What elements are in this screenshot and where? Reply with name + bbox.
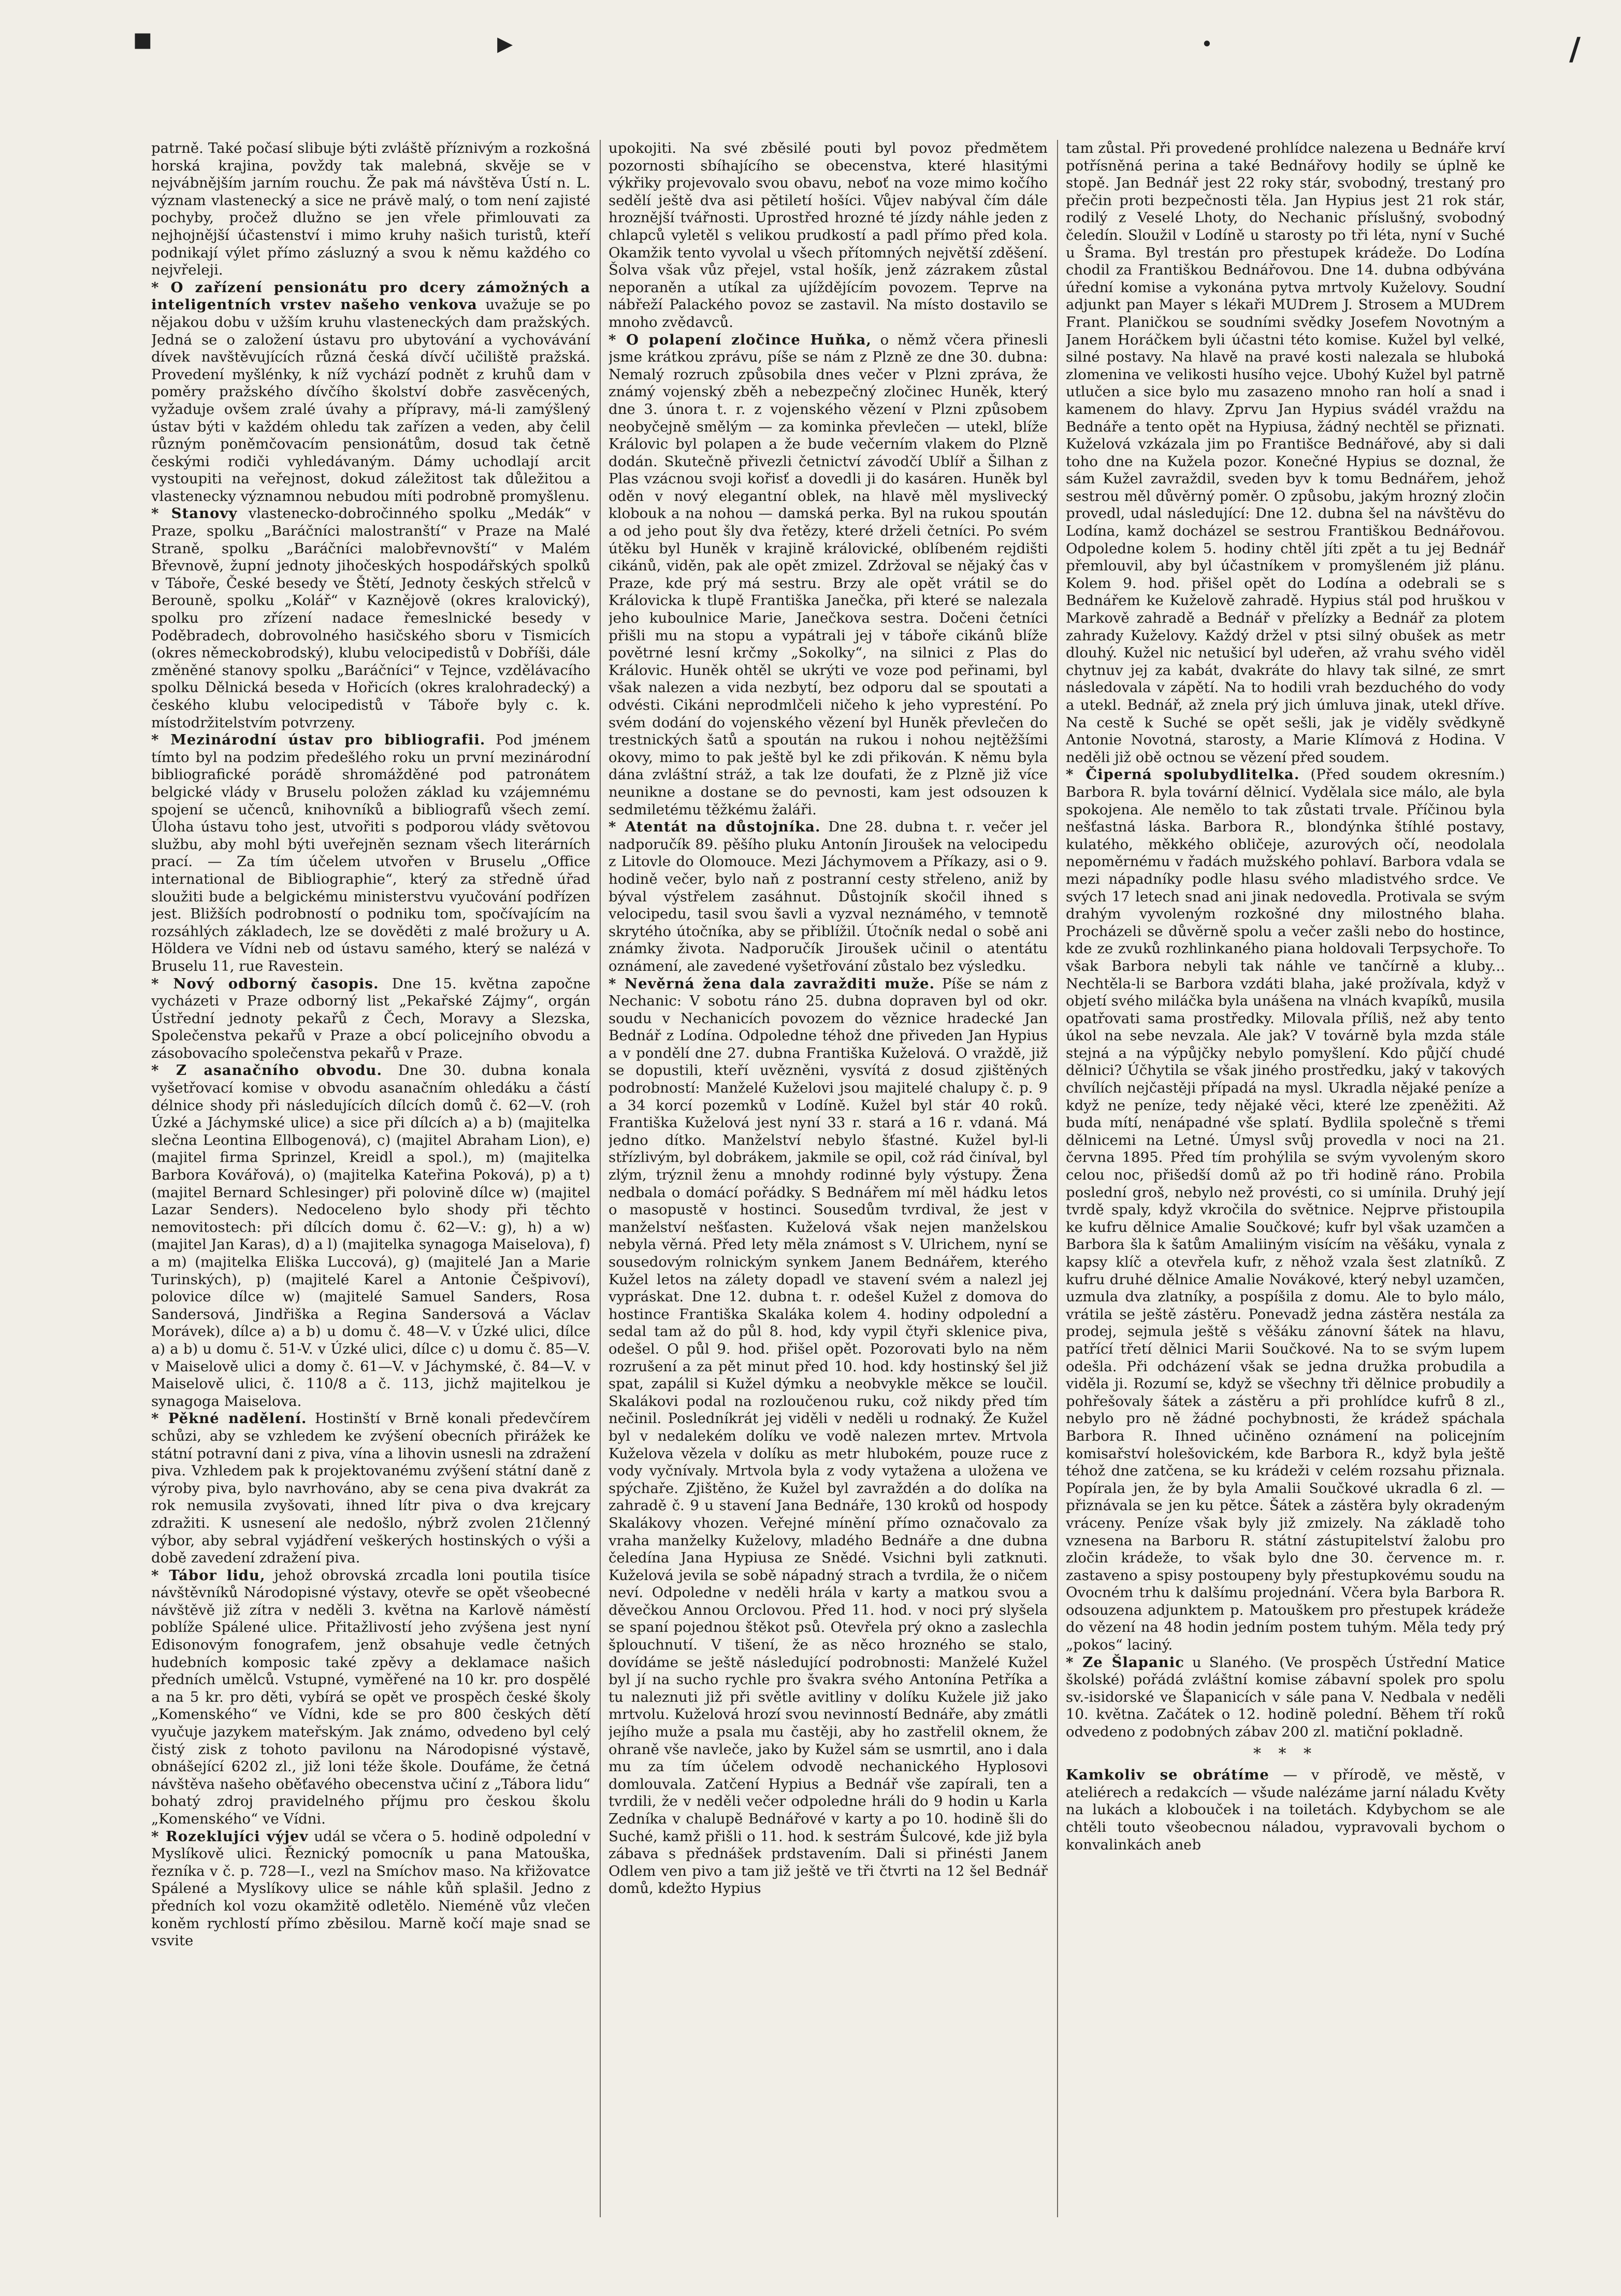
article-paragraph <box>1066 140 1505 766</box>
article-body: Píše se nám z Nechanic: V sobotu ráno 25. dubna dopraven byl od okr. soudu v Nechanicích povozem do věznice hradecké Jan Bednář z Lodína. Odpoledne téhož dne přiveden Jan Hypius a v pondělí dne 27. dubna Františka Kuželová. O vraždě, již se dopustili, kteří uvězněni, vysvítá z dosud zjištěných podrobností: Manželé Kuželovi jsou majitelé chalupy č. p. 9 a 34 korcí pozemků v Lodíně. Kužel byl stár 40 roků. Františka Kuželová jest nyní 33 r. stará a 16 r. vdaná. Má jedno dítko. Manželství nebylo šťastné. Kužel byl-li střízlivým, byl dobrákem, jakmile se opil, což rád činíval, byl zlým, trýznil ženu a mnohdy rodinné byly výstupy. Žena nedbala o domácí pořádky. S Bednářem mí měl hádku letos o masopustě v hostinci. Sousedům tvrdival, že jest v manželství nešťasten. Kuželová však nejen manželskou nebyla věrná. Před lety měla známost s V. Ulrichem, nyní se sousedovým rolnickým synkem Janem Bednářem, kterého Kužel letos na zálety dopadl ve stavení svém a nalezl jej vypráskat. Dne 12. dubna t. r. odešel Kužel z domova do hostince Františka Skalákа kolem 4. hodiny odpolední a sedal tam až do půl 8. hod, kdy vypil čtyři sklenice piva, odešel. O půl 9. hod. přišel opět. Pozorovati bylo na něm rozrušení a za pět minut před 10. hod. kdy hostinský šel již spat, zapálil si Kužel dýmku a neobvykle měkce se loučil. Skalákovi podal na rozloučenou ruku, což nikdy před tím nečinil. Posledníkrát jej viděli v neděli u rodnaký. Že Kužel byl v nedalekém dolíku ve vodě nalezen mrtev. Mrtvola Kuželova vězela v dolíku as metr hlubokém, pouze ruce z vody vyčnívaly. Mrtvola byla z vody vytažena a uložena ve spýchaře. Zjištěno, že Kužel byl zavraždén a do dolíka na zahradě č. 9 u stavení Jana Bednáře, 130 kroků od hospody Skalákovy vhozen. Veřejné mínění přímo označovalo za vraha manželky Kuželovy, mladého Bednáře a dne dubna čeledína Jana Hypiusa ze Snědé. Vsichni byli zatknuti. Kuželová jevila se sobě nápadný strach a tvrdila, že o ničem neví. Odpoledne v neděli hrála v karty a matkou svou a děvečkou Annou Orclovou. Před 11. hod. v noci prý slyšela se spaní pojednou štěkot psů. Otevřela prý okno a zaslechla šplouchnutí. V tišení, že as něco hrozného se stalo, dovídáme se ještě následující podrobnosti: Manželé Kužel byl jí na sucho rychle pro švakra svého Antonína Petříka a tu naleznuti již při světle avitliny v dolíku Kužele již jako mrtvolu. Kuželová hrozí svou nevinností Bednáře, aby zmátli jejího muže a psala mu častěji, aby ho zastřelil oknem, že ohraně vše navleče, jako by Kužel sám se usmrtil, ano i dala mu za tím účelem odvodě nechanického Hyplosovi domlouvala. Zatčení Hypius a Bednář vše zapírali, ten a tvrdili, že v neděli večer odpoledne hráli do 9 hodin u Karla Zedníka v chalupě Bednářové v karty a po 10. hodině šli do Suché, kamž přišli o 11. hod. k sestrám Šulcové, kde již byla zábava s přednášek prdstavením. Dali si přinésti Janem Odlem ven pivo a tam již ještě ve tři čtvrti na 12 šel Bednář domů, kdežto Hypius <box>609 975 1048 1897</box>
article-headline: * Atentát na důstojníka. <box>609 819 821 836</box>
article-paragraph <box>1066 766 1505 1654</box>
article-paragraph <box>609 819 1048 975</box>
article-paragraph <box>1066 1767 1505 1854</box>
article-paragraph <box>151 505 590 731</box>
scan-mark-2: ▸ <box>497 25 513 61</box>
article-headline: * Stanovy <box>151 505 238 522</box>
article-body: uvažuje se po nějakou dobu v užším kruhu vlasteneckých dam pražských. Jedná se o založení ústavu pro ubytování a vychovávání dívek navštěvujících různá česká dívčí učiliště pražská. Provedení myšlénky, k níž vychází podnět z kruhů dam v poměry pražského dívčího školství dobře zasvěcených, vyžaduje ovšem zralé úvahy a přípravy, má-li zamýšlený ústav býti v každém ohledu tak zařízen a veden, aby čelil různým poněmčovacím pensionátům, dosud tak četně českými rodiči vyhledávaným. Dámy uchodlají arcit vystoupiti na veřejnost, dokud záležitost tak důležitou a vlastenecky významnou nebudou míti podrobně promyšlenu. <box>151 296 590 505</box>
article-headline: * O zařízení pensionátu pro dcery zámožných a inteligentních vrstev našeho venkova <box>151 279 590 313</box>
article-headline: * Nový odborný časopis. <box>151 975 379 992</box>
article-headline: * Čiperná spolubydlitelka. <box>1066 766 1300 783</box>
article-paragraph <box>151 279 590 506</box>
article-body: jehož obrovská zrcadla loni poutila tisíce návštěvníků Národopisné výstavy, otevře se opět všeobecné návštěvě již zítra v neděli 3. května na Karlově náměstí poblíže Spálené ulice. Přitažlivostí jeho zvýšena jest nyní Edisonovým fonografem, jenž obsahuje vedle četných hudebních komposic také zpěvy a deklamace našich předních umělců. Vstupné, vyměřené na 10 kr. pro dospělé a na 5 kr. pro děti, vybírá se opět ve prospěch české školy „Komenského“ ve Vídni, kde se pro 800 českých dětí vyučuje jazykem mateřským. Jak známo, odvedeno byl celý čistý zisk z tohoto pavilonu na Národopisné výstavě, obnášející 6202 zl., již loni téže škole. Doufáme, že četná návštěva našeho oběťavého obecenstva učiní z „Tábora lidu“ bohatý zdroj pravidelného příjmu pro českou školu „Komenského“ ve Vídni. <box>151 1567 590 1827</box>
scan-mark-3: · <box>1202 26 1212 62</box>
article-paragraph <box>151 731 590 975</box>
article-body: upokojiti. Na své zběsilé pouti byl povoz předmětem pozornosti sbíhajícího se obecenstva, které hlasitými výkřiky projevovalo svou obavu, neboť na voze mimo kočího sedělí ještě dva asi pětiletí hošíci. Vůjev nabýval čím dále hroznější tvářnosti. Uprostřed hrozné té jízdy náhle jeden z chlapců vyletěl s velikou prudkostí a padl přímo před kola. Okamžik tento vyvolal u všech přítomných největší zděšení. Šolva však vůz přejel, vstal hošík, jenž zázrakem zůstal neporaněn a utíkal za ujíždějícím povozem. Teprve na nábřeží Palackého povoz se zastavil. Na místo dostavilo se mnoho zvědavců. <box>609 140 1048 331</box>
article-paragraph <box>151 975 590 1063</box>
newspaper-page <box>151 140 1513 2222</box>
article-body: Pod jménem tímto byl na podzim předešlého roku un první mezinárodní bibliografické porádě shromážděné pod patronátem belgické vlády v Bruselu položen základ ku vzájemnému spojení se učenců, knihovníků a bibliografů všech zemí. Úloha ústavu toho jest, utvořiti s podporou vlády světovou službu, aby mohl býti uveřejněn seznam všech literárních prací. — Za tím účelem utvořen v Bruselu „Office international de Bibliographie“, který za středně úřad sloužiti bude a belgickému ministerstvu vyučování podřízen jest. Bližších podrobností o podniku tom, spočívajícím na rozsáhlých základech, lze se dověděti z malé brožury u A. Höldera ve Vídni neb od ústavu samého, který se nalézá v Bruselu 11, rue Ravestein. <box>151 731 590 974</box>
article-headline: * Tábor lidu, <box>151 1567 266 1584</box>
article-headline: * O polapení zločince Huňka, <box>609 331 872 348</box>
article-paragraph <box>151 1567 590 1828</box>
article-body: Hostinští v Brně konali předevčírem schůzi, aby se vzhledem ke zvýšení obecních přirážek ke státní potravní dani z piva, vína a lihovin usnesli na zdražení piva. Vzhledem pak k projektovanému zvýšení státní daně z výroby piva, bylo navrhováno, aby se cena piva dvakrát za rok nemusila zvyšovati, ihned lítr piva o dva krejcary zdražiti. K usnesení ale nedošlo, nýbrž zvolen 21členný výbor, aby sebral vyjádření veškerých hostinských o výši a době zavedení zdražení piva. <box>151 1410 590 1567</box>
article-paragraph <box>609 975 1048 1898</box>
article-body: u Slaného. (Ve prospěch Ústřední Matice školské) pořádá zvláštní komise zábavní spolek pro spolu sv.-isidorské ve Šlapanicích v sále pana V. Nedbala v neděli 10. května. Začátek o 12. hodině polední. Během tří roků odvedeno z podobných zábav 200 zl. matiční pokladně. <box>1066 1654 1505 1741</box>
article-paragraph <box>151 1828 590 1950</box>
column-1 <box>151 140 590 2222</box>
article-headline: * Mezinárodní ústav pro bibliografii. <box>151 731 486 749</box>
scan-edge-marks <box>0 21 1621 67</box>
article-paragraph <box>151 1062 590 1410</box>
article-headline: * Ze Šlapanic <box>1066 1654 1184 1671</box>
article-body: vlastenecko-dobročinného spolku „Medák“ v Praze, spolku „Baráčníci malostranští“ v Praze na Malé Straně, spolku „Baráčníci malobřevnovští“ v Malém Břevnově, župní jednoty jihočeských hospodářských spolků v Táboře, České besedy ve Štětí, Jednoty českých střelců v Berouně, spolku „Kolář“ v Kaznějově (okres kralovický), spolku pro zřízení nadace řemeslnické besedy v Poděbradech, dobrovolného hasičského sboru v Tismicích (okres německobrodský), klubu velocipedistů v Dobříši, dále změněné stanovy spolku „Baráčníci“ v Tejnce, vzdělávacího spolku Dělnická beseda v Hořicích (okres kralohradecký) a českého klubu velocipedistů v Táboře byly c. k. místodržitelstvím potvrzeny. <box>151 505 590 731</box>
article-body: Dne 15. května započne vycházeti v Praze odborný list „Pekařské Zájmy“, orgán Ústřední jednoty pekařů z Čech, Moravy a Slezska, Společenstva pekařů v Praze a obcí policejního obvodu a zásobovacího společenstva pekařů v Praze. <box>151 975 590 1061</box>
section-divider: * * * <box>1253 1744 1318 1763</box>
scan-mark-1: ▪ <box>132 21 153 57</box>
scan-mark-4: / <box>1569 31 1581 67</box>
article-paragraph <box>609 140 1048 332</box>
article-headline: * Z asanačního obvodu. <box>151 1062 383 1079</box>
article-paragraph <box>151 1410 590 1567</box>
column-3 <box>1066 140 1505 2222</box>
article-headline: * Rozeklujíci výjev <box>151 1828 309 1845</box>
article-body: Dne 30. dubna konala vyšetřovací komise v obvodu asanačním ohledáku a částí délnice shody při následujících dílcích domů č. 62—V. (roh Úzké a Jáchymské ulice) a sice při dílcích a) a b) (majitelka slečna Leontina Ellbogenová), c) (majitel Abraham Lion), e) (majitel firma Sprinzel, Kreidl a spol.), m) (majitelka Barbora Kovářová), o) (majitelka Kateřina Poková), p) a t) (majitel Bernard Schlesinger) při polovině dílce w) (majitel Lazar Senders). Nedoceleno bylo shody při těchto nemovitostech: při dílcích domu č. 62—V.: g), h) a w) (majitel Jan Karas), d) a l) (majitelka synagoga Maiselova), f) a m) (majitelka Eliška Luccová), g) (majitelé Jan a Marie Turinských), p) (majitelé Karel a Antonie Češpivoví), polovice dílce w) (majitelé Samuel Sanders, Rosa Sandersová, Jindřiška a Regina Sandersová a Václav Morávek), dílce a) a b) u domu č. 48—V. v Úzké ulici, dílce a) a b) u domu č. 51-V. v Úzké ulici, dílce c) u domu č. 85—V. v Maiselově ulici a domy č. 61—V. v Jáchymské, č. 84—V. v Maiselově ulici, č. 110/8 a č. 113, jichž majitelkou je synagoga Maiselova. <box>151 1062 590 1410</box>
article-paragraph <box>609 332 1048 819</box>
article-body: (Před soudem okresním.) Barbora R. byla tovární dělnicí. Vydělala sice málo, ale byla spokojena. Ale nemělo to tak zůstati trvale. Příčinou byla nešťastná láska. Barbora R., blondýnka štíhlé postavy, kulatého, měkkého obličeje, azurových očí, neodolala nepoměrnému v řadách mužského pohlaví. Barbora vdala se mezi nápadníky podle hlasu svého mladistvého srdce. Ve svých 17 letech snad ani jinak nedovedla. Protivala se svým drahým vyvoleným rozkošné dny milostného blaha. Procházeli se důvěrně spolu a večer zašli nebo do hostince, kde ze zvuků rozhlinkaného piana holdovali Terpsychoře. To však Barbora nebyli tak náhle ve tančírně a kluby... Nechtěla-li se Barbora vzdáti blaha, jaké prožívala, když v objetí svého miláčka byla unášena na vlnách kvapíků, musila opatřovati sama prostředky. Milovala příliš, než aby tento úkol na sebe nevzala. Ale jak? V továrně byla mzda stále stejná a na výpůjčky nebylo pomyšlení. Kdo půjčí chudé dělnici? Účhytila se však jiného prostředku, jaký v takových chvílích nejčastěji případá na mysl. Ukradla nějaké peníze a když ne peníze, tedy nějaké věci, které lze zpeněžiti. Až buda mítí, nenápadné vše splatí. Bydlila společně s třemi dělnicemi na Letné. Úmysl svůj provedla v noci na 21. června 1895. Před tím prohýlila se svým vyvoleným skoro celou noc, přišedší domů až po tři hodině ráno. Probila poslední groš, nebylo než provésti, co si umínila. Druhý její tvrdě spaly, když vkročila do světnice. Nejprve přistoupila ke kufru dělnice Amalie Součkové; kufr byl však uzamčen a Barbora šla k šatům Amaliiným visícím na věšáku, vynala z kapsy klíč a otevřela kufr, z něhož vzala šest zlatníků. Z kufru druhé dělnice Amalie Novákové, který nebyl uzamčen, uzmula dva zlatníky, a pospíšila z domu. Ale to bylo málo, vrátila se ještě zástěru. Ponevadž jedna zástěra nestála za prodej, sejmula ještě s věšáku zánovní šátek na hlavu, patřící třetí dělnici Marii Součkové. Na to se svým lupem odešla. Při odcházení však se jedna družka probudila a viděla ji. Rozumí se, když se všechny tři dělnice probudily a pohřešovaly šátek a zástěru a při prohlídce kufrů 8 zl., nebylo pro ně žádné pochybnosti, že krádež spáchala Barbora R. Ihned učiněno oznámení na policejním komisařství holešovickém, kde Barbora R., když byla ještě téhož dne zatčena, se ku krádeži v celém rozsahu přiznala. Popírala jen, že by byla Amalii Součkové ukradla 6 zl. — přiznávala se jen ku pětce. Šátek a zástěra byly okradeným vráceny. Peníze však byly již zmizely. Na základě toho vznesena na Barboru R. státní zástupitelství žalobu pro zločin krádeže, to však bylo dne 30. července m. r. zastaveno a spisy postoupeny byly přestupkovému soudu na Ovocném trhu k dalšímu projednání. Včera byla Barbora R. odsouzena adjunktem p. Matouškem pro přestupek krádeže do vězení na 48 hodin jedním postem tuhým. Měla tedy prý „pokos“ laciný. <box>1066 766 1505 1654</box>
article-paragraph <box>1066 1654 1505 1741</box>
article-body: — v přírodě, ve městě, v ateliérech a redakcích — všude nalézáme jarní náladu Květy na lukách a klobouček i na toiletách. Kdybychom se ale chtěli touto všeobecnou náladou, vypravovali bychom o konvalinkách aneb <box>1066 1767 1505 1853</box>
article-headline: * Pěkné nadělení. <box>151 1410 307 1427</box>
column-2 <box>609 140 1048 2222</box>
article-paragraph <box>151 140 590 279</box>
article-body: Dne 28. dubna t. r. večer jel nadporučík 89. pěšího pluku Antonín Jiroušek na velocipedu z Litovle do Olomouce. Mezi Jáchymovem a Příkazy, asi o 9. hodině večer, bylo naň z postranní cesty střeleno, aniž by býval výstřelem zasáhnut. Důstojník skočil ihned s velocipedu, tasil svou šavli a vyzval neznámého, v temnotě skrytého útočníka, aby se přiblížil. Útočník nedal o sobě ani známky života. Nadporučík Jiroušek učinil o atentátu oznámení, ale zavedené vyšetřování zůstalo bez výsledku. <box>609 819 1048 974</box>
article-headline: Kamkoliv se obrátíme <box>1066 1767 1269 1784</box>
article-body: o němž včera přinesli jsme krátkou zprávu, píše se nám z Plzně ze dne 30. dubna: Nemalý rozruch způsobila dnes večer v Plzni zpráva, že známý vojenský zběh a nebezpečný zločinec Huněk, který dne 3. února t. r. z vojenského vězení v Plzni způsobem neobyčejně smělým — za kominka převlečen — utekl, blíže Královic byl polapen a že bude večerním vlakem do Plzně dodán. Skutečně přivezli četnictví závodčí Ublíř a Šilhan z Plas vzácnou svoji kořisť a dovedli ji do kasáren. Huněk byl oděn v nový elegantní oblek, na hlavě měl myslivecký klobouk a na nohou — damská perka. Byl na rukou spoután a od jeho pout šly dva řetězy, které drželi četníci. Po svém útěku byl Huněk v krajině královické, oblíbeném rejdišti cikánů, viděn, pak ale opět zmizel. Zdržoval se nějaký čas v Praze, kde prý má sestru. Brzy ale opět vrátil se do Královicka k tlupě Františka Janečka, při které se nalezala jeho kuboulnice Marie, Janečkova sestra. Dočeni četníci přišli mu na stopu a vypátrali jej v táboře cikánů blíže povětrné lesní krčmy „Sokolky“, na silnici z Plas do Královic. Huněk ohtěl se ukrýti ve voze pod peřinami, byl však nalezen a vida nezbytí, bez odporu dal se spoutati a odvésti. Cikáni neprodmlčeli ničeho k jeho vypresténí. Po svém dodání do vojenského vězení byl Huněk převlečen do trestnických šatů a spoután na rukou i nohou nejtěžšími okovy, mimo to pak ještě byl ke zdi přikován. K němu byla dána zvláštní stráž, a tak lze doufati, že z Plzně již více neunikne a dostane se do pevnosti, kam jest odsouzen k sedmiletému těžkému žaláři. <box>609 331 1048 818</box>
article-body: udál se včera o 5. hodině odpolední v Myslíkově ulici. Řeznický pomocník u pana Matouška, řezníka v č. p. 728—I., vezl na Smíchov maso. Na křižovatce Spálené a Myslíkovy ulice se náhle kůň splašil. Jedno z předních kol vozu okamžitě odletělo. Nieméně vůz vlečen koněm rychlostí přímo zběsilou. Marně kočí maje snad se vsvite <box>151 1828 590 1949</box>
article-headline: * Nevěrná žena dala zavražditi muže. <box>609 975 935 992</box>
article-body: patrně. Také počasí slibuje býti zvláště příznivým a rozkošná horská krajina, povždy tak malebná, skvěje se v nejvábnějším jarním rouchu. Že pak má návštěva Ústí n. L. význam vlastenecký a sice ne právě malý, o tom není zajisté pochyby, pročež dlužno se jen vřele přimlouvati za nejhojnější účastenství i mimo kruhy našich turistů, kteří podnikají výlet přímo zásluzný a svou k němu každého co nejvřeleji. <box>151 140 590 279</box>
article-body: tam zůstal. Při provedené prohlídce nalezena u Bednáře krví potřísněná perina a také Bednářovy hodily se úplně ke stopě. Jan Bednář jest 22 roky stár, svobodný, trestaný pro přečin proti bezpečnosti těla. Jan Hypius jest 21 rok stár, rodilý z Veselé Lhoty, do Nechanic příslušný, svobodný čeledín. Sloužil v Lodíně u starosty po tři léta, nyní v Suché u Šrama. Byl trestán pro přestupek krádeže. Do Lodína chodil za Františkou Bednářovou. Dne 14. dubna odbývána úřední komise a vykonána pytva mrtvoly Kuželovy. Soudní adjunkt pan Mayer s lékaři MUDrem J. Strosem a MUDrem Frant. Planičkou se soudními svědky Josefem Novotným a Janem Horáčkem byli účastni této komise. Kužel byl velké, silné postavy. Na hlavě na pravé kosti nalezala se hluboká zlomenina ve velikosti husího vejce. Ubohý Kužel byl patrně utlučen a sice bylo mu zasazeno mnoho ran holí a snad i kamenem do hlavy. Zprvu Jan Hypius svádél vraždu na Bednáře a tento opět na Hypiusa, žádný nechtěl se přiznati. Kuželová vzkázala jim po Františce Bednářové, aby si dali toho dne na Kužela pozor. Konečné Hypius se doznal, že sám Kužel zavraždil, sveden byv k tomu Bednářem, jehož sestrou měl důvěrný poměr. O způsobu, jakým hrozný zločin provedl, udal následující: Dne 12. dubna šel na návštěvu do Lodína, kamž docházel se sestrou Františkou Bednářovou. Odpoledne kolem 5. hodiny chtěl jíti zpět a tu jej Bednář přemlouvil, aby byl účastníkem v promyšleném již plánu. Kolem 9. hod. přišel opět do Lodína a odebrali se s Bednářem ke Kuželově zahradě. Hypius stál pod hruškou v Markově zahradě a Bednář v přelízky a Bednář za plotem zahrady Kuželovy. Každý držel v ptsi silný obušek as metr dlouhý. Kužel nic netušicí byl udeřen, až vrahu svého viděl chytnuv jej za kabát, dvakráte do hlavy tak silné, ze smrt následovala v zápětí. Na to hodili vrah bezduchého do vody a utekl. Bednář, až znela prý jich úmluva jinak, utekl dříve. Na cestě k Suché se opět sešli, jak je viděly svědkyně Antonie Novotná, starosty, a Marie Klímová z Hodina. V neděli již obě octnou se vězení před soudem. <box>1066 140 1505 766</box>
